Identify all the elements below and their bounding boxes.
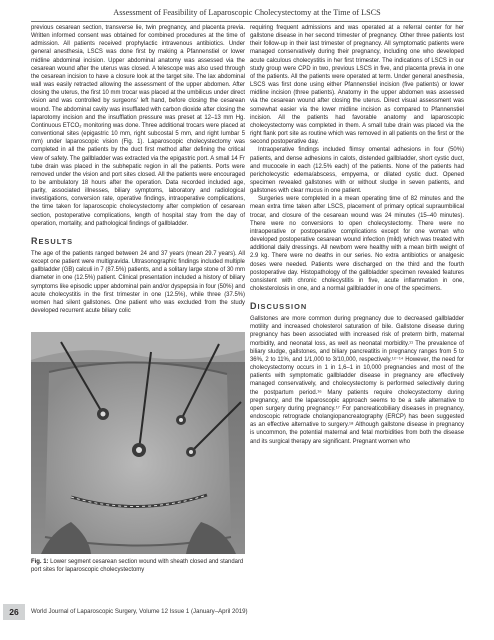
results-heading-rest: ESULTS [38,236,74,246]
results-continued-paragraph: requiring frequent admissions and was operated at a referral center for her gallstone disease in her second trimester of pregnancy. Other three patients lost their follow-up in their last trimester of pregnancy. All symptomatic patients were managed conservatively during their pregnancy, including one who developed acute calculous cholecystitis in her first trimester. The indications of LSCS in our study group were CPD in two, previous LSCS in five, and placenta previa in one of the patients. All the patients were operated at term. Under general anesthesia, LSCS was first done using either Pfannenstiel incision (five patients) or lower midline incision (three patients). Anatomy in the upper abdomen was assessed via the cesarean wound after closing the uterus. Direct visual assessment was somewhat easier via the lower midline incision as compared to Pfannenstiel incision. All the patients had favorable anatomy and laparoscopic cholecystectomy was completed in them. A small tube drain was placed via the right flank port site as routine which was removed in all patients on the first or the second postoperative day. [250,25,464,146]
surgical-photo-illustration [31,332,245,554]
results-paragraph: The age of the patients ranged between 24 and 37 years (mean 29.7 years). All except one patient were multigravida. Ultrasonographic findings included multiple gallbladder (GB) calculi in 7 (87.5%) patients, and a solitary large stone of 30 mm diameter in one (12.5%) patient. Clinical presentation included a history of biliary symptoms like episodic upper abdominal pain and/or dyspepsia in four (50%) and acute cholecystitis in the first trimester in one (12.5%), while three (37.5%) women had silent gallstones. One patient who was excluded from the study developed recurrent acute biliary colic [31,250,245,314]
figure-1-caption [31,558,245,574]
surgery-outcomes-paragraph: Surgeries were completed in a mean operating time of 82 minutes and the mean extra time taken after LSCS, placement of primary optical supraumbilical trocar, and closure of the cesarean wound was 24 minutes (15–40 minutes). There were no conversions to open cholecystectomy. There were no intraoperative or postoperative complications except for one woman who developed postoperative cesarean wound infection (mild) which was treated with additional daily dressings. All newborn were healthy with a mean birth weight of 2.9 kg. There were no deaths in our series. No extra antibiotics or analgesic doses were needed. Patients were discharged on the third and the fourth postoperative day. Histopathology of the gallbladder specimen revealed features consistent with chronic cholecystitis in five, acute inflammation in one, cholesterolosis in one, and a normal gallbladder in one of the specimens. [250,196,464,292]
left-column [31,24,245,315]
header-divider [31,21,463,22]
page-number: 26 [3,604,25,620]
figure-1-label: Fig. 1: [31,559,49,565]
figure-1-photo [31,332,245,554]
running-header: Assessment of Feasibility of Laparoscopic Cholecystectomy at the Time of LSCS [113,8,381,17]
journal-footer: World Journal of Laparoscopic Surgery, Volume 12 Issue 1 (January–April 2019) [31,608,248,615]
right-column [250,24,464,446]
discussion-heading [250,301,464,312]
intraoperative-findings-paragraph: Intraoperative findings included flimsy omental adhesions in four (50%) patients, and dense adhesions in calots, distended gallbladder, short cystic duct, and mucocele in each (12.5% each) of the patients. None of the patients had pericholecystic edema/abscess, empyema, or dilated cystic duct. Opened specimen revealed gallstones with or without sludge in seven patients, and gallstones with clear mucus in one patient. [250,147,464,195]
results-heading [31,236,245,247]
discussion-paragraph: Gallstones are more common during pregnancy due to decreased gallbladder motility and increased cholesterol saturation of bile. Gallstone disease during pregnancy has been associated with increased risk of preterm birth, maternal morbidity, and neonatal loss, as well as neonatal morbidity.¹¹ The prevalence of biliary sludge, gallstones, and biliary pancreatitis in pregnancy ranges from 5 to 36%, 2 to 11%, and 1/1,000 to 3/10,000, respectively.¹²⁻¹⁴ However, the need for cholecystectomy occurs in 1 in 1,6–1 in 10,000 pregnancies and most of the patients with symptomatic gallbladder disease in pregnancy are effectively managed conservatively, and cholecystectomy is performed selectively during the postpartum period.¹⁶ Many patients require cholecystectomy during pregnancy, and the laparoscopic approach seems to be a safe alternative to open surgery during pregnancy.¹⁷ For pancreaticobiliary diseases in pregnancy, endoscopic retrograde cholangiopancreatography (ERCP) has been suggested as an effective alternative to surgery.¹⁸ Although gallstone disease in pregnancy is uncommon, the potential maternal and fetal morbidities from both the disease and its surgical therapy are significant. Pregnant women who [250,316,464,445]
discussion-heading-rest: ISCUSSION [257,302,308,312]
results-heading-initial: R [31,235,39,246]
discussion-heading-initial: D [250,301,258,312]
methods-paragraph: previous cesarean section, transverse lie, twin pregnancy, and placenta previa. Written informed consent was obtained for combined procedures at the time of admission. All patients received prophylactic intravenous antibiotics. Under general anesthesia, LSCS was done first by making a Pfannenstiel or lower midline abdominal incision. Upper abdominal anatomy was assessed via the cesarean wound after the uterus was closed. A telescope was also used through the cesarean incision to have a closure look at the target site. The lax abdominal wall was easily retracted allowing the assessment of the upper abdomen. After closing the uterus, the first 10 mm trocar was placed at the umbilicus under direct vision and was controlled by surgeons' left hand, before closing the cesarean wound. The abdominal cavity was insufflated with carbon dioxide after closing the laparotomy incision and the insufflation pressure was preset at 12–13 mm Hg. Continuous ETCO₂ monitoring was done. Three additional trocars were placed at conventional sites (epigastric 10 mm, right subcostal 5 mm, and right lumbar 5 mm) under laparoscopic vision (Fig. 1). Laparoscopic cholecystectomy was completed in all the patients by the duct first method after defining the critical view of safety. The gallbladder was extracted via the epigastric port. A small 14 Fr tube drain was placed in the subhepatic region in all the patients. Ports were removed under the vision and port sites closed. All the patients were encouraged to be ambulatory 18 hours after the operation. Data recorded included age, parity, associated illnesses, biliary symptoms, laboratory and radiological investigations, conversion rate, operative findings, intraoperative complications, the time taken for laparoscopic cholecystectomy after completion of cesarean section, postoperative complications, length of hospital stay from the day of operation, mortality, and pathological findings of gallbladder. [31,25,245,227]
figure-1-caption-text: Lower segment cesarean section wound with sheath closed and standard port sites for laparoscopic cholecystectomy [31,559,244,573]
